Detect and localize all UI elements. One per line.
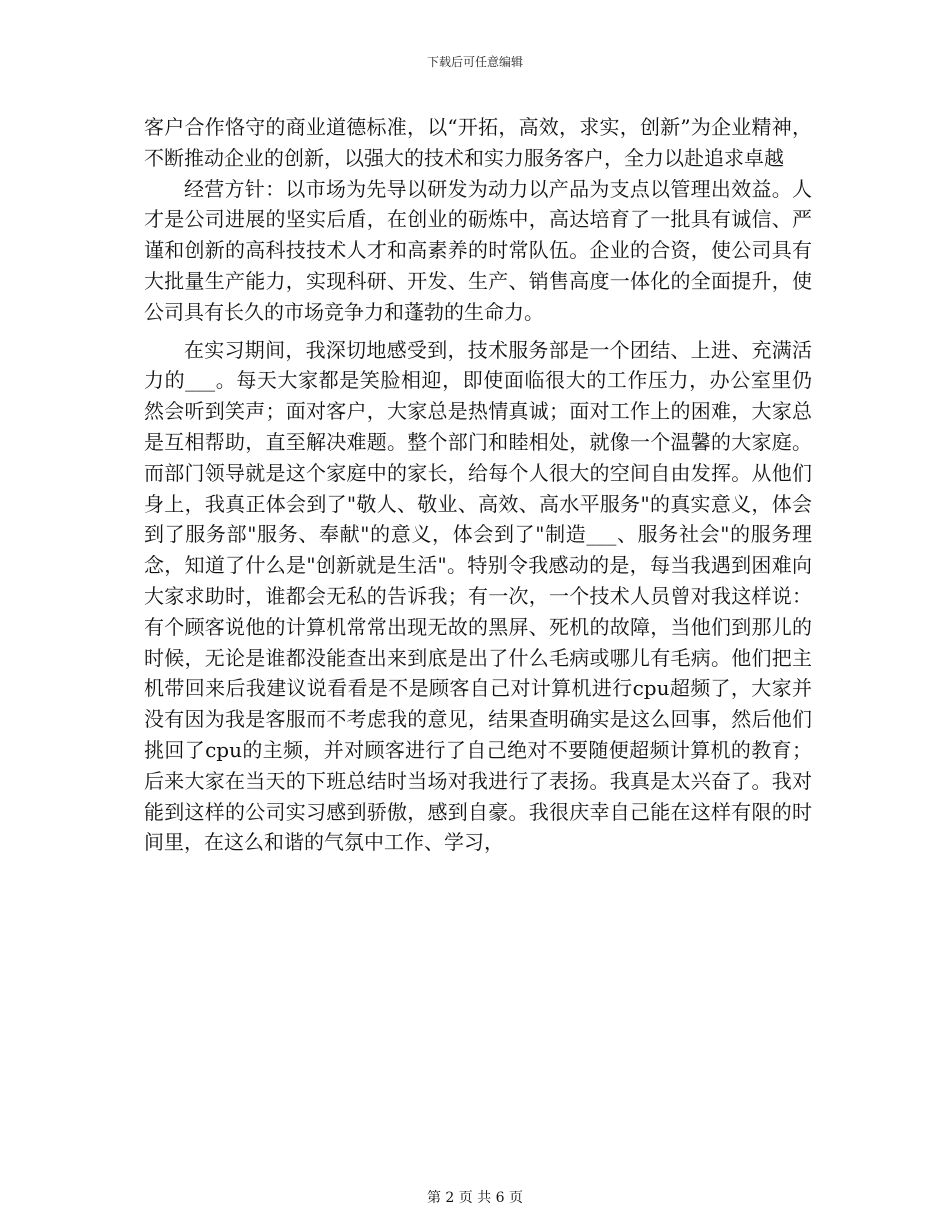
paragraph-internship: 在实习期间，我深切地感受到，技术服务部是一个团结、上进、充满活力的___。每天大家都是笑脸相迎，即使面临很大的工作压力，办公室里仍然会听到笑声；面对客户，大家总是热情真诚；面对工作上的困难，大家总是互相帮助，直至解决难题。整个部门和睦相处，就像一个温馨的大家庭。而部门领导就是这个家庭中的家长，给每个人很大的空间自由发挥。从他们身上，我真正体会到了"敬人、敬业、高效、高水平服务"的真实意义，体会到了服务部"服务、奉献"的意义，体会到了"制造___、服务社会"的服务理念，知道了什么是"创新就是生活"。特别令我感动的是，每当我遇到困难向大家求助时，谁都会无私的告诉我；有一次，一个技术人员曾对我这样说：有个顾客说他的计算机常常出现无故的黑屏、死机的故障，当他们到那儿的时候，无论是谁都没能查出来到底是出了什么毛病或哪儿有毛病。他们把主机带回来后我建议说看看是不是顾客自己对计算机进行cpu超频了，大家并没有因为我是客服而不考虑我的意见，结果查明确实是这么回事，然后他们挑回了cpu的主频，并对顾客进行了自己绝对不要随便超频计算机的教育；后来大家在当天的下班总结时当场对我进行了表扬。我真是太兴奋了。我对能到这样的公司实习感到骄傲，感到自豪。我很庆幸自己能在这样有限的时间里，在这么和谐的气氛中工作、学习， (144, 337, 812, 855)
page-number-footer: 第 2 页 共 6 页 (426, 1190, 524, 1206)
paragraph-business-policy: 经营方针：以市场为先导以研发为动力以产品为支点以管理出效益。人才是公司进展的坚实后盾，在创业的砺炼中，高达培育了一批具有诚信、严谨和创新的高科技技术人才和高素养的时常队伍。企业的合资，使公司具有大批量生产能力，实现科研、开发、生产、销售高度一体化的全面提升，使公司具有长久的市场竞争力和蓬勃的生命力。 (144, 176, 812, 324)
document-body (144, 112, 812, 858)
paragraph-continued: 客户合作恪守的商业道德标准，以“开拓，高效，求实，创新”为企业精神，不断推动企业的创新，以强大的技术和实力服务客户，全力以赴追求卓越 (144, 115, 812, 170)
page-header-note: 下载后可任意编辑 (426, 55, 523, 69)
